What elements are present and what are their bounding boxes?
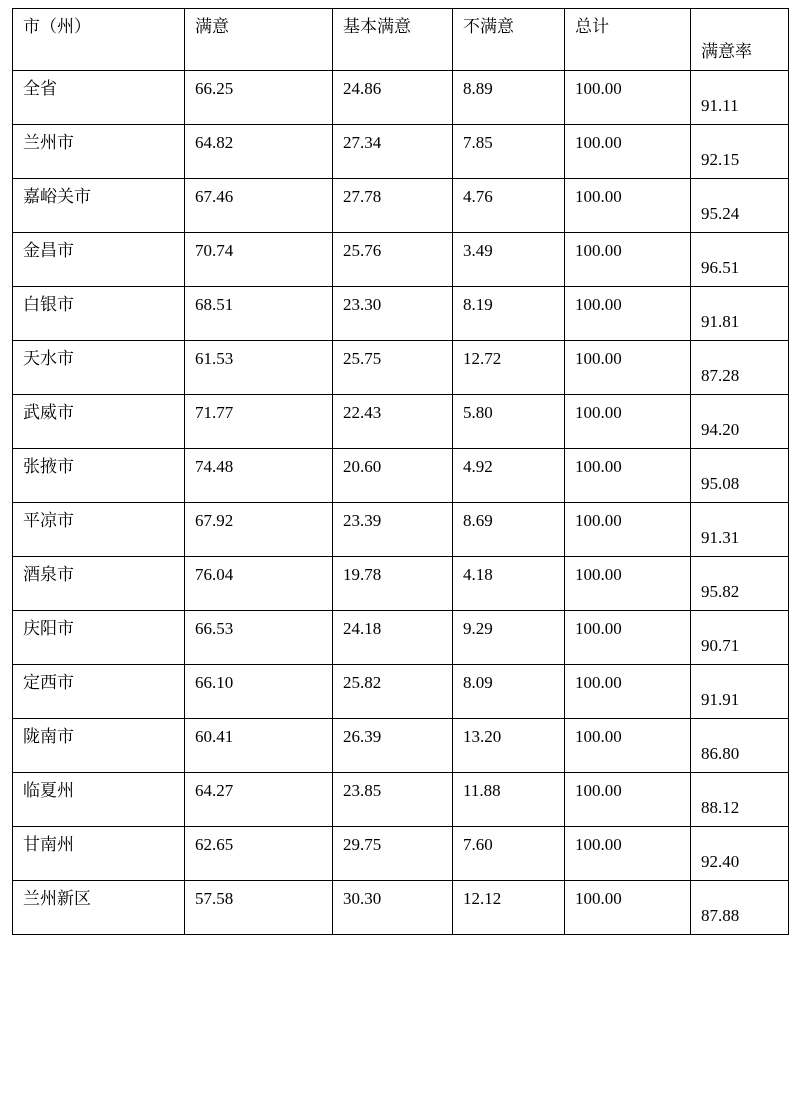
cell-region [13,287,185,341]
cell-unsatisfied [453,449,565,503]
cell-rate-value: 92.40 [701,852,740,872]
cell-total-value: 100.00 [575,727,622,746]
cell-region-value: 甘南州 [23,835,74,854]
cell-rate [691,611,789,665]
cell-region [13,449,185,503]
cell-rate [691,179,789,233]
satisfaction-table [12,8,789,935]
cell-total-value: 100.00 [575,835,622,854]
cell-total [565,71,691,125]
cell-rate-value: 95.08 [701,474,740,494]
cell-region-value: 天水市 [23,349,74,368]
cell-unsatisfied [453,395,565,449]
cell-satisfied-value: 66.53 [195,619,234,638]
cell-satisfied [185,665,333,719]
cell-unsatisfied [453,881,565,935]
cell-rate [691,665,789,719]
cell-rate [691,449,789,503]
cell-region [13,827,185,881]
cell-rate-value: 96.51 [701,258,740,278]
cell-basically-satisfied-value: 25.82 [343,673,382,692]
cell-region-value: 全省 [23,79,57,98]
cell-total-value: 100.00 [575,295,622,314]
cell-region [13,665,185,719]
cell-satisfied-value: 76.04 [195,565,234,584]
cell-satisfied [185,611,333,665]
cell-basically-satisfied-value: 23.85 [343,781,382,800]
cell-total-value: 100.00 [575,889,622,908]
cell-total [565,449,691,503]
table-row [13,773,789,827]
cell-satisfied-value: 62.65 [195,835,234,854]
cell-unsatisfied-value: 8.89 [463,79,493,98]
cell-satisfied [185,773,333,827]
cell-basically-satisfied [333,881,453,935]
cell-rate-value: 86.80 [701,744,740,764]
cell-basically-satisfied-value: 30.30 [343,889,382,908]
table-row [13,557,789,611]
column-header-total [565,9,691,71]
cell-region [13,611,185,665]
cell-region [13,719,185,773]
cell-total-value: 100.00 [575,457,622,476]
cell-rate [691,287,789,341]
cell-region-value: 兰州新区 [23,889,91,908]
cell-total [565,773,691,827]
cell-unsatisfied [453,827,565,881]
cell-total [565,233,691,287]
cell-total [565,557,691,611]
cell-satisfied-value: 71.77 [195,403,234,422]
cell-rate [691,773,789,827]
cell-rate-value: 91.81 [701,312,740,332]
cell-unsatisfied-value: 8.19 [463,295,493,314]
table-row [13,503,789,557]
cell-rate-value: 87.88 [701,906,740,926]
cell-total [565,881,691,935]
cell-unsatisfied-value: 4.76 [463,187,493,206]
cell-total [565,827,691,881]
cell-satisfied [185,233,333,287]
cell-satisfied [185,881,333,935]
cell-satisfied [185,449,333,503]
cell-region-value: 嘉峪关市 [23,187,91,206]
cell-basically-satisfied [333,773,453,827]
table-row [13,665,789,719]
cell-region [13,773,185,827]
column-header-rate-label: 满意率 [701,42,752,62]
cell-region [13,233,185,287]
cell-satisfied [185,287,333,341]
table-row [13,341,789,395]
column-header-rate [691,9,789,71]
cell-rate [691,503,789,557]
cell-basically-satisfied-value: 23.30 [343,295,382,314]
cell-basically-satisfied-value: 24.18 [343,619,382,638]
table-row [13,233,789,287]
cell-basically-satisfied [333,449,453,503]
column-header-basically-satisfied [333,9,453,71]
cell-total-value: 100.00 [575,133,622,152]
table-header [13,9,789,71]
cell-region-value: 定西市 [23,673,74,692]
cell-rate [691,233,789,287]
cell-unsatisfied-value: 12.12 [463,889,502,908]
cell-basically-satisfied [333,557,453,611]
table-body [13,71,789,935]
table-header-row [13,9,789,71]
table-row [13,287,789,341]
cell-total [565,341,691,395]
cell-basically-satisfied-value: 24.86 [343,79,382,98]
column-header-basically-satisfied-label: 基本满意 [343,17,411,36]
cell-unsatisfied [453,773,565,827]
table-row [13,611,789,665]
cell-region-value: 陇南市 [23,727,74,746]
cell-rate-value: 90.71 [701,636,740,656]
cell-total [565,665,691,719]
cell-region-value: 临夏州 [23,781,74,800]
cell-total-value: 100.00 [575,403,622,422]
cell-satisfied [185,503,333,557]
cell-total [565,395,691,449]
cell-satisfied-value: 64.27 [195,781,234,800]
column-header-satisfied [185,9,333,71]
cell-total-value: 100.00 [575,565,622,584]
cell-rate [691,125,789,179]
cell-rate-value: 95.24 [701,204,740,224]
cell-region [13,503,185,557]
cell-basically-satisfied-value: 20.60 [343,457,382,476]
cell-total [565,125,691,179]
cell-basically-satisfied [333,665,453,719]
cell-total-value: 100.00 [575,781,622,800]
cell-unsatisfied [453,287,565,341]
cell-total [565,179,691,233]
cell-total-value: 100.00 [575,511,622,530]
cell-rate [691,881,789,935]
cell-unsatisfied [453,611,565,665]
cell-satisfied [185,827,333,881]
cell-unsatisfied [453,125,565,179]
cell-region-value: 张掖市 [23,457,74,476]
cell-basically-satisfied [333,611,453,665]
column-header-unsatisfied [453,9,565,71]
cell-unsatisfied-value: 8.09 [463,673,493,692]
column-header-region [13,9,185,71]
cell-basically-satisfied [333,179,453,233]
table-row [13,881,789,935]
cell-basically-satisfied [333,71,453,125]
cell-total-value: 100.00 [575,619,622,638]
cell-region [13,881,185,935]
cell-basically-satisfied [333,287,453,341]
cell-satisfied-value: 66.10 [195,673,234,692]
cell-region [13,179,185,233]
cell-satisfied [185,341,333,395]
cell-satisfied-value: 60.41 [195,727,234,746]
cell-total [565,503,691,557]
cell-unsatisfied-value: 3.49 [463,241,493,260]
cell-region-value: 白银市 [23,295,74,314]
cell-total [565,719,691,773]
cell-rate [691,827,789,881]
cell-basically-satisfied [333,395,453,449]
cell-total-value: 100.00 [575,187,622,206]
cell-satisfied-value: 67.46 [195,187,234,206]
cell-region [13,557,185,611]
cell-basically-satisfied [333,719,453,773]
cell-region [13,125,185,179]
cell-basically-satisfied [333,125,453,179]
cell-rate-value: 92.15 [701,150,740,170]
cell-satisfied [185,179,333,233]
cell-satisfied [185,719,333,773]
cell-basically-satisfied [333,827,453,881]
cell-rate-value: 91.11 [701,96,739,116]
cell-satisfied-value: 66.25 [195,79,234,98]
cell-rate [691,341,789,395]
cell-satisfied-value: 74.48 [195,457,234,476]
cell-basically-satisfied-value: 27.78 [343,187,382,206]
cell-satisfied-value: 64.82 [195,133,234,152]
cell-rate [691,719,789,773]
table-row [13,719,789,773]
cell-rate-value: 91.31 [701,528,740,548]
cell-satisfied [185,395,333,449]
cell-region-value: 兰州市 [23,133,74,152]
column-header-unsatisfied-label: 不满意 [463,17,514,36]
cell-unsatisfied-value: 12.72 [463,349,502,368]
cell-basically-satisfied [333,341,453,395]
table-row [13,395,789,449]
table-row [13,125,789,179]
cell-unsatisfied [453,233,565,287]
cell-satisfied-value: 57.58 [195,889,234,908]
cell-basically-satisfied [333,233,453,287]
cell-rate [691,395,789,449]
cell-unsatisfied [453,665,565,719]
cell-unsatisfied-value: 4.92 [463,457,493,476]
cell-unsatisfied [453,719,565,773]
cell-region-value: 酒泉市 [23,565,74,584]
column-header-region-label: 市（州） [23,17,91,36]
column-header-total-label: 总计 [575,17,609,36]
cell-unsatisfied-value: 7.60 [463,835,493,854]
cell-unsatisfied-value: 13.20 [463,727,502,746]
cell-unsatisfied-value: 11.88 [463,781,501,800]
cell-basically-satisfied [333,503,453,557]
cell-basically-satisfied-value: 26.39 [343,727,382,746]
cell-rate-value: 87.28 [701,366,740,386]
cell-basically-satisfied-value: 23.39 [343,511,382,530]
cell-basically-satisfied-value: 22.43 [343,403,382,422]
cell-basically-satisfied-value: 27.34 [343,133,382,152]
cell-region [13,395,185,449]
column-header-satisfied-label: 满意 [195,17,229,36]
cell-region-value: 平凉市 [23,511,74,530]
cell-basically-satisfied-value: 29.75 [343,835,382,854]
cell-total [565,611,691,665]
cell-region [13,341,185,395]
cell-unsatisfied-value: 5.80 [463,403,493,422]
cell-unsatisfied [453,71,565,125]
cell-unsatisfied-value: 4.18 [463,565,493,584]
table-row [13,179,789,233]
cell-unsatisfied [453,503,565,557]
cell-total-value: 100.00 [575,349,622,368]
table-row [13,71,789,125]
cell-rate-value: 88.12 [701,798,740,818]
cell-basically-satisfied-value: 25.75 [343,349,382,368]
cell-total-value: 100.00 [575,241,622,260]
cell-total-value: 100.00 [575,79,622,98]
cell-region [13,71,185,125]
cell-rate-value: 95.82 [701,582,740,602]
cell-basically-satisfied-value: 19.78 [343,565,382,584]
cell-satisfied-value: 70.74 [195,241,234,260]
cell-rate-value: 94.20 [701,420,740,440]
cell-rate [691,71,789,125]
cell-unsatisfied-value: 9.29 [463,619,493,638]
cell-region-value: 金昌市 [23,241,74,260]
cell-unsatisfied [453,557,565,611]
cell-satisfied-value: 68.51 [195,295,234,314]
cell-satisfied [185,71,333,125]
cell-unsatisfied [453,179,565,233]
cell-rate [691,557,789,611]
cell-region-value: 武威市 [23,403,74,422]
cell-satisfied-value: 61.53 [195,349,234,368]
table-row [13,449,789,503]
cell-unsatisfied-value: 8.69 [463,511,493,530]
cell-satisfied-value: 67.92 [195,511,234,530]
cell-unsatisfied-value: 7.85 [463,133,493,152]
cell-total [565,287,691,341]
cell-total-value: 100.00 [575,673,622,692]
table-row [13,827,789,881]
cell-rate-value: 91.91 [701,690,740,710]
cell-unsatisfied [453,341,565,395]
cell-region-value: 庆阳市 [23,619,74,638]
cell-satisfied [185,125,333,179]
cell-basically-satisfied-value: 25.76 [343,241,382,260]
cell-satisfied [185,557,333,611]
